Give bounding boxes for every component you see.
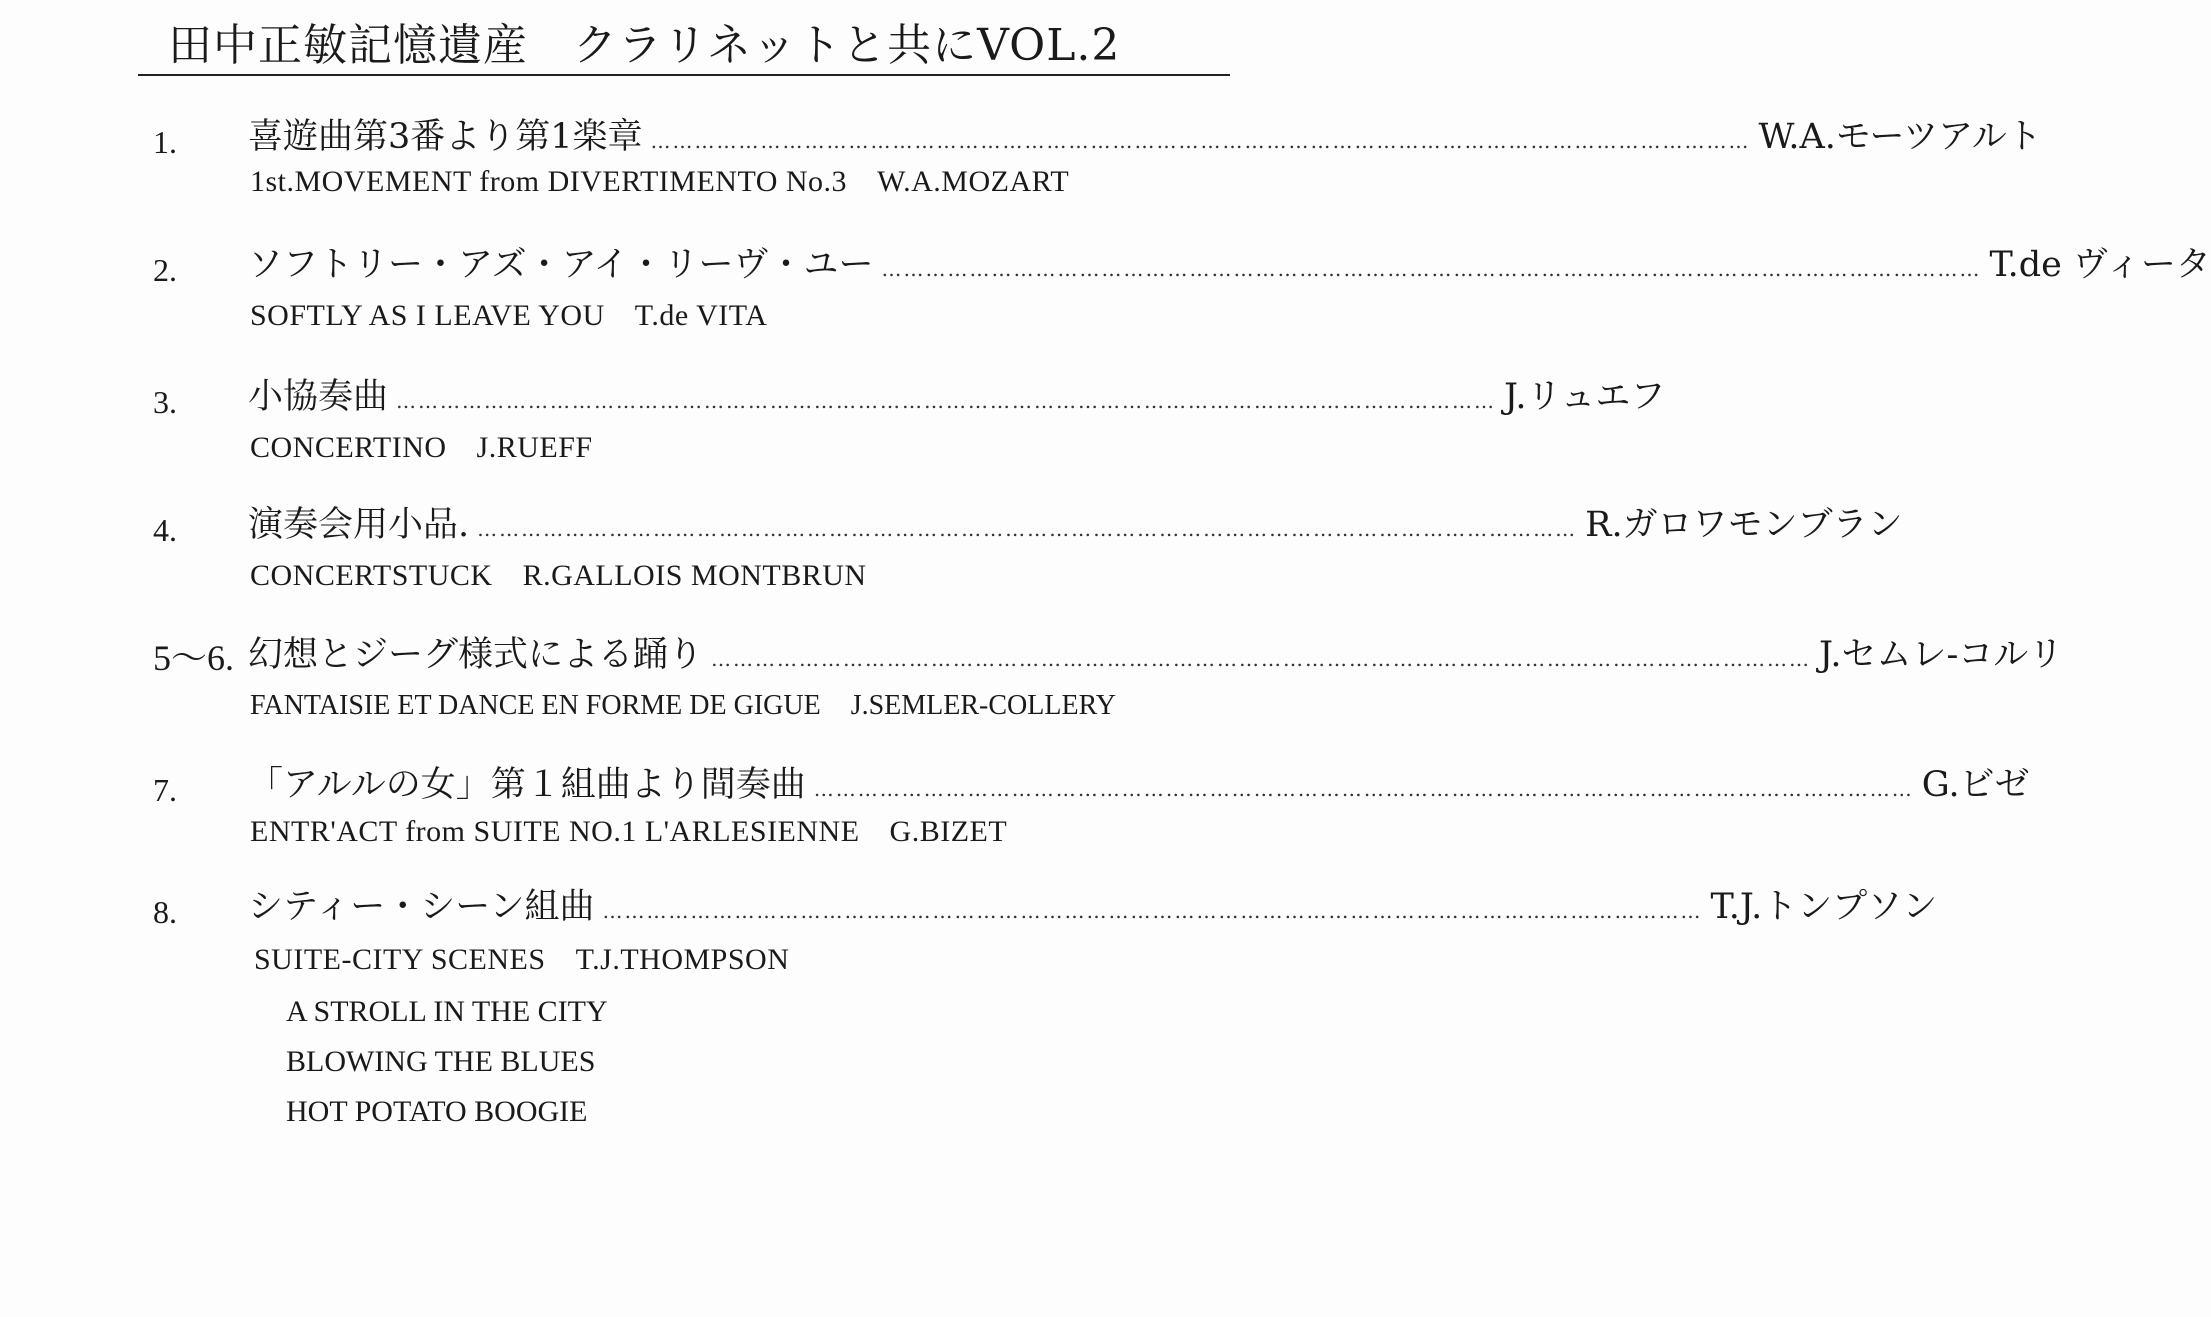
track-composer-jp: J.セムレ-コルリ: [1819, 635, 2064, 675]
title-underline: [138, 74, 1230, 76]
track-en-line: [254, 940, 789, 980]
track-number: 5〜6.: [153, 638, 235, 678]
track-number: 7.: [153, 772, 177, 808]
track-jp-line: [248, 882, 1938, 936]
track-title-en: SOFTLY AS I LEAVE YOU: [250, 299, 605, 332]
track-number: 8.: [153, 894, 177, 930]
movement-item: HOT POTATO BOOGIE: [286, 1095, 588, 1128]
track-jp-line: [248, 630, 2064, 684]
track-composer-en: T.de VITA: [634, 299, 768, 332]
track-title-jp: 幻想とジーグ様式による踊り: [248, 635, 704, 675]
track-composer-en: J.RUEFF: [476, 431, 593, 464]
track-composer-en: R.GALLOIS MONTBRUN: [522, 559, 867, 592]
dot-leader: ……………………………………………………………………………………………………………………………………: [396, 389, 1497, 413]
dot-leader: ……………………………………………………………………………………………………………………………………: [813, 777, 1914, 801]
track-composer-en: W.A.MOZART: [877, 165, 1070, 198]
track-title-en: CONCERTINO: [250, 431, 447, 464]
track-jp-line: [248, 500, 1903, 554]
track-jp-line: [248, 372, 1666, 426]
track-title-jp: ソフトリー・アズ・アイ・リーヴ・ユー: [248, 245, 874, 285]
dot-leader: ……………………………………………………………………………………………………………………………………: [477, 517, 1578, 541]
track-en-line: [250, 556, 867, 596]
track-composer-jp: G.ビゼ: [1921, 765, 2030, 805]
movement-item: A STROLL IN THE CITY: [286, 995, 608, 1028]
track-jp-line: [248, 112, 2042, 166]
movement-item: BLOWING THE BLUES: [286, 1045, 596, 1078]
track-composer-jp: T.de ヴィータ: [1989, 245, 2211, 285]
dot-leader: ……………………………………………………………………………………………………………………………………: [602, 899, 1703, 923]
track-title-jp: 小協奏曲: [248, 377, 389, 417]
track-composer-en: T.J.THOMPSON: [575, 943, 790, 976]
track-title-jp: 「アルルの女」第１組曲より間奏曲: [248, 765, 806, 805]
track-title-jp: 演奏会用小品.: [248, 505, 470, 545]
track-number: 1.: [153, 124, 177, 160]
dot-leader: ……………………………………………………………………………………………………………………………………: [881, 257, 1982, 281]
track-title-en: FANTAISIE ET DANCE EN FORME DE GIGUE: [250, 690, 821, 721]
track-en-line: [250, 686, 1116, 726]
track-number: 2.: [153, 252, 177, 288]
track-number: 3.: [153, 384, 177, 420]
track-composer-jp: T.J.トンプソン: [1710, 887, 1938, 927]
dot-leader: ……………………………………………………………………………………………………………………………………: [711, 647, 1812, 671]
track-en-line: [250, 428, 593, 468]
track-en-line: [250, 162, 1069, 202]
track-title-jp: シティー・シーン組曲: [248, 887, 595, 927]
page-title: 田中正敏記憶遺産 クラリネットと共にVOL.2: [168, 20, 1121, 71]
track-title-en: 1st.MOVEMENT from DIVERTIMENTO No.3: [250, 165, 848, 198]
track-jp-line: [248, 760, 2030, 814]
track-en-line: [250, 296, 767, 336]
track-composer-en: G.BIZET: [889, 815, 1008, 848]
track-title-en: CONCERTSTUCK: [250, 559, 493, 592]
dot-leader: ……………………………………………………………………………………………………………………………………: [650, 129, 1751, 153]
track-composer-jp: J.リュエフ: [1504, 377, 1666, 417]
track-jp-line: [248, 240, 2211, 294]
track-composer-jp: R.ガロワモンブラン: [1585, 505, 1903, 545]
track-number: 4.: [153, 512, 177, 548]
track-composer-en: J.SEMLER-COLLERY: [850, 690, 1116, 721]
track-composer-jp: W.A.モーツアルト: [1758, 117, 2042, 157]
track-title-jp: 喜遊曲第3番より第1楽章: [248, 117, 643, 157]
track-title-en: SUITE-CITY SCENES: [254, 943, 546, 976]
track-en-line: [250, 812, 1007, 852]
track-title-en: ENTR'ACT from SUITE NO.1 L'ARLESIENNE: [250, 815, 860, 848]
